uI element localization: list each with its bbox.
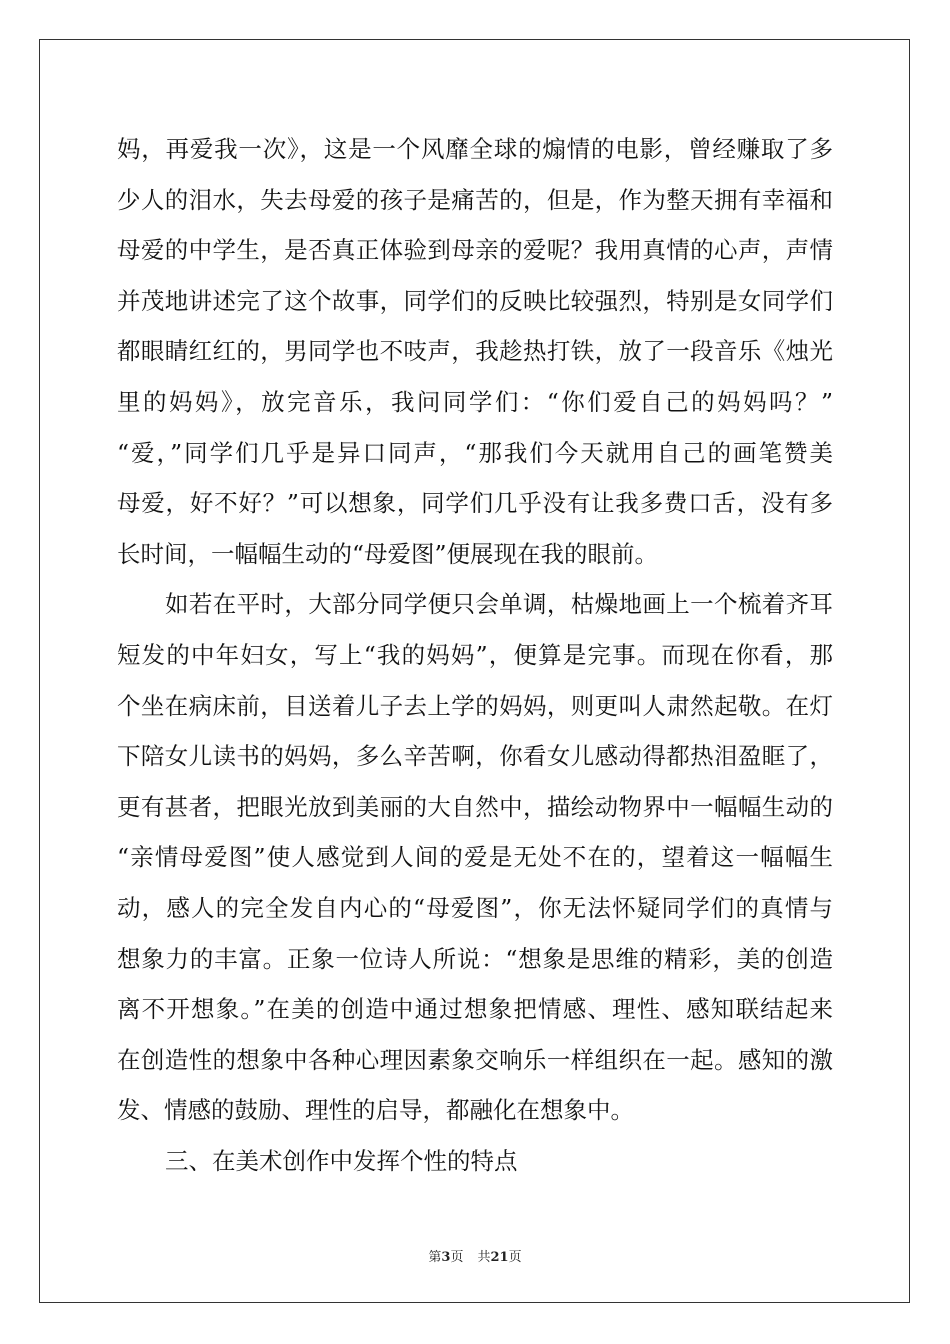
text-line: 母爱的中学生，是否真正体验到母亲的爱呢？我用真情的心声，声情 (117, 236, 833, 265)
text-line: 想象力的丰富。正象一位诗人所说：“想象是思维的精彩，美的创造 (117, 944, 833, 973)
text-line: 离不开想象。”在美的创造中通过想象把情感、理性、感知联结起来 (117, 995, 833, 1024)
page-footer (0, 1246, 950, 1265)
page-prefix: 第 (428, 1250, 442, 1265)
text-line: 少人的泪水，失去母爱的孩子是痛苦的，但是，作为整天拥有幸福和 (117, 185, 833, 214)
text-line: 个坐在病床前，目送着儿子去上学的妈妈，则更叫人肃然起敬。在灯 (117, 691, 833, 720)
document-body (117, 124, 833, 1186)
total-prefix: 共 (477, 1250, 491, 1265)
paragraph-2 (117, 579, 833, 1136)
paragraph-1 (117, 124, 833, 579)
text-line: 下陪女儿读书的妈妈，多么辛苦啊，你看女儿感动得都热泪盈眶了， (117, 742, 833, 771)
text-line: 母爱，好不好？”可以想象，同学们几乎没有让我多费口舌，没有多 (117, 489, 833, 518)
text-line: 都眼睛红红的，男同学也不吱声，我趁热打铁，放了一段音乐《烛光 (117, 337, 833, 366)
text-line: 如若在平时，大部分同学便只会单调，枯燥地画上一个梳着齐耳 (165, 590, 833, 619)
text-line: 更有甚者，把眼光放到美丽的大自然中，描绘动物界中一幅幅生动的 (117, 792, 833, 821)
current-page-number: 3 (441, 1250, 451, 1265)
text-line: 并茂地讲述完了这个故事，同学们的反映比较强烈，特别是女同学们 (117, 286, 833, 315)
text-line: 发、情感的鼓励、理性的启导，都融化在想象中。 (117, 1096, 634, 1125)
text-line: 动，感人的完全发自内心的“母爱图”，你无法怀疑同学们的真情与 (117, 893, 833, 922)
text-line: “爱，”同学们几乎是异口同声，“那我们今天就用自己的画笔赞美 (117, 438, 833, 467)
total-unit: 页 (508, 1250, 522, 1265)
section-heading: 三、在美术创作中发挥个性的特点 (165, 1146, 518, 1175)
text-line: 里的妈妈》，放完音乐，我问同学们：“你们爱自己的妈妈吗？” (117, 387, 833, 416)
text-line: “亲情母爱图”使人感觉到人间的爱是无处不在的，望着这一幅幅生 (117, 843, 833, 872)
text-line: 长时间，一幅幅生动的“母爱图”便展现在我的眼前。 (117, 539, 659, 568)
text-line: 在创造性的想象中各种心理因素象交响乐一样组织在一起。感知的激 (117, 1045, 833, 1074)
text-line: 短发的中年妇女，写上“我的妈妈”，便算是完事。而现在你看，那 (117, 640, 833, 669)
total-page-count: 21 (490, 1250, 509, 1265)
page-unit: 页 (450, 1250, 464, 1265)
text-line: 妈，再爱我一次》，这是一个风靡全球的煽情的电影，曾经赚取了多 (117, 135, 833, 163)
